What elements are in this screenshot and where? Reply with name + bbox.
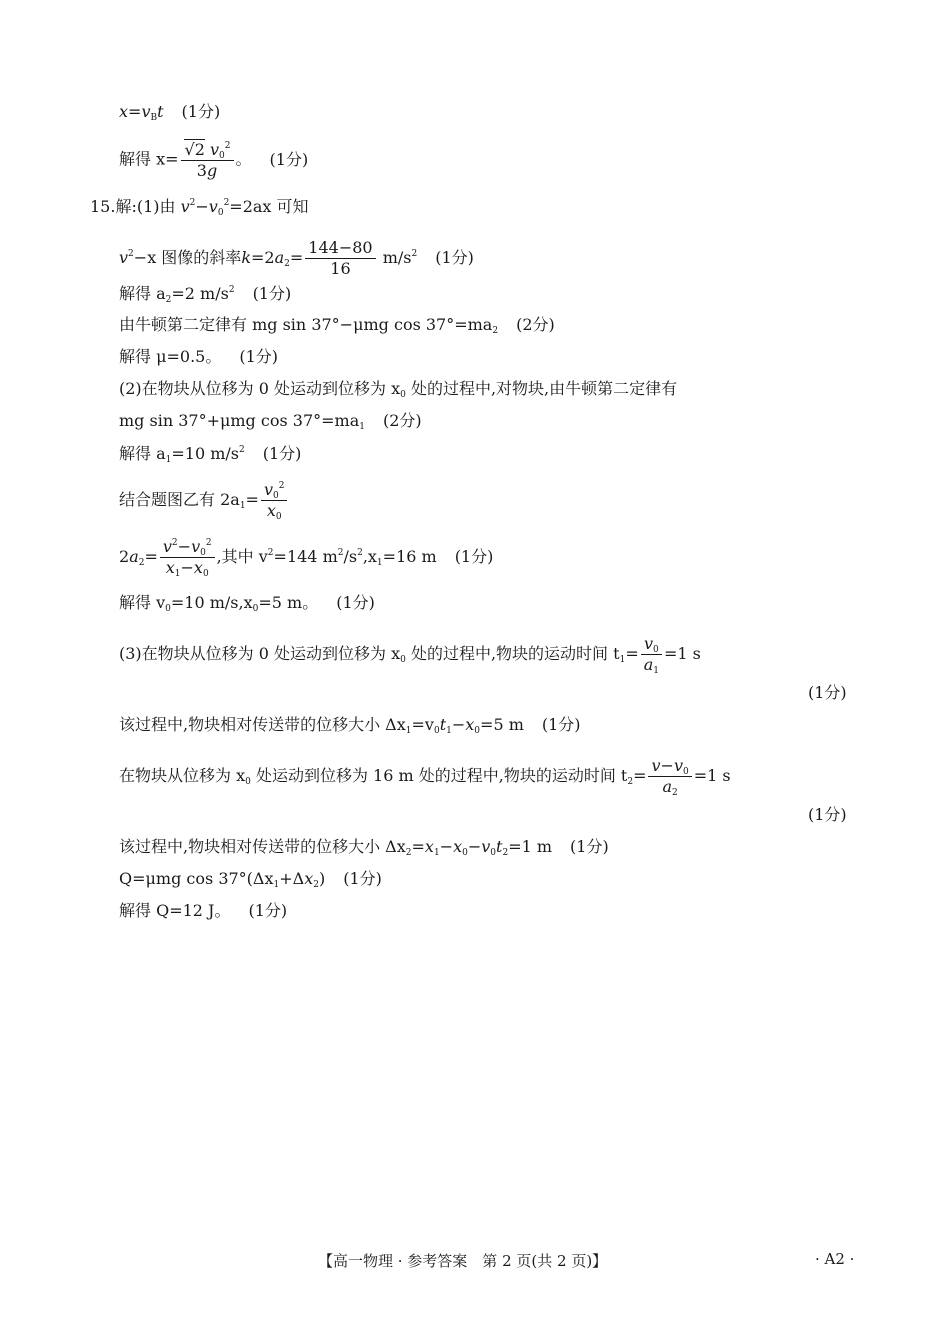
page-footer: 【高一物理 · 参考答案 第 2 页(共 2 页)】 [318,1252,608,1270]
eq-Q: Q=μmg $\cos 37^\circ(\Delta x_1+\Delta x_2)$ (1分) [119,869,382,890]
eq-combine: 结合题图乙有 $2a_1=$ $\frac{v_0^2}{x_0}$ [119,480,289,521]
eq-newton2: mg sin 37°+μmg $\cos 37^\circ=ma_1$ (2分) [119,411,422,432]
eq-a1: 解得 $a_1=10$ $m/s^2$ (1分) [119,444,302,465]
frac-2a2: $\frac{v^2-v_0^2}{x_1-x_0}$ [160,537,215,578]
eq-rel1: 该过程中,物块相对传送带的位移大小 $\Delta x_1=v_0t_1-x_0=5$ m (1分) [119,715,581,736]
eq-rel2: 该过程中,物块相对传送带的位移大小 $\Delta x_2=x_1-x_0-v_0t_2=1$ m (1分) [119,837,609,858]
frac-x: $\frac{√2 v_0^2}{3g}$ [181,139,234,181]
eq-slope: $v^2-x$ 图像的斜率$k=2a_2=$ $\frac{144-80}{16}$ $m/s^2$ (1分) [119,238,474,278]
q15-header: 15.解:(1)由 $v^2-v_0^2=2ax$ 可知 [90,197,309,218]
eq-newton1: 由牛顿第二定律有 mg sin 37°−μmg $\cos 37^\circ=ma_2$ (2分) [119,315,555,336]
eq-Q-value: 解得 Q=12 J。 (1分) [119,901,288,920]
eq-x-vbt: $x=v_Bt$ (1分) [119,102,221,123]
frac-slope: $\frac{144-80}{16}$ [305,238,375,279]
frac-t2: $\frac{v-v_0}{a_2}$ [648,756,691,797]
part3b-intro: 在物块从位移为 $x_0$ 处运动到位移为 16 m 处的过程中,物块的运动时间 $t_2=$ $\frac{v-v_0}{a_2}$ =1 s [119,756,731,798]
score-t1: (1分) [808,683,847,702]
eq-mu: 解得 μ=0.5。 (1分) [119,347,279,366]
part2-intro: (2)在物块从位移为 0 处运动到位移为 $x_0$ 处的过程中,对物块,由牛顿第二定律有 [119,379,678,400]
eq-v0-x0: 解得 $v_0=10$ $m/s,x_0=5$ m。 (1分) [119,593,375,614]
page-code: · A2 · [815,1250,855,1268]
part3-intro: (3)在物块从位移为 0 处运动到位移为 $x_0$ 处的过程中,物块的运动时间 $t_1=$ $\frac{v_0}{a_1}$ =1 s [119,634,701,676]
eq-2a2: $2a_2=$ $\frac{v^2-v_0^2}{x_1-x_0}$ ,其中 $v^2=144$ $m^2/s^2,x_1=16$ m (1分) [119,537,494,579]
frac-t1: $\frac{v_0}{a_1}$ [641,634,662,675]
score-t2: (1分) [808,805,847,824]
eq-a2: 解得 $a_2=2$ $m/s^2$ (1分) [119,284,292,305]
frac-combine: $\frac{v_0^2}{x_0}$ [261,480,288,521]
eq-solve-x: 解得 x= $\frac{√2 v_0^2}{3g}$ 。 (1分) [119,140,309,180]
